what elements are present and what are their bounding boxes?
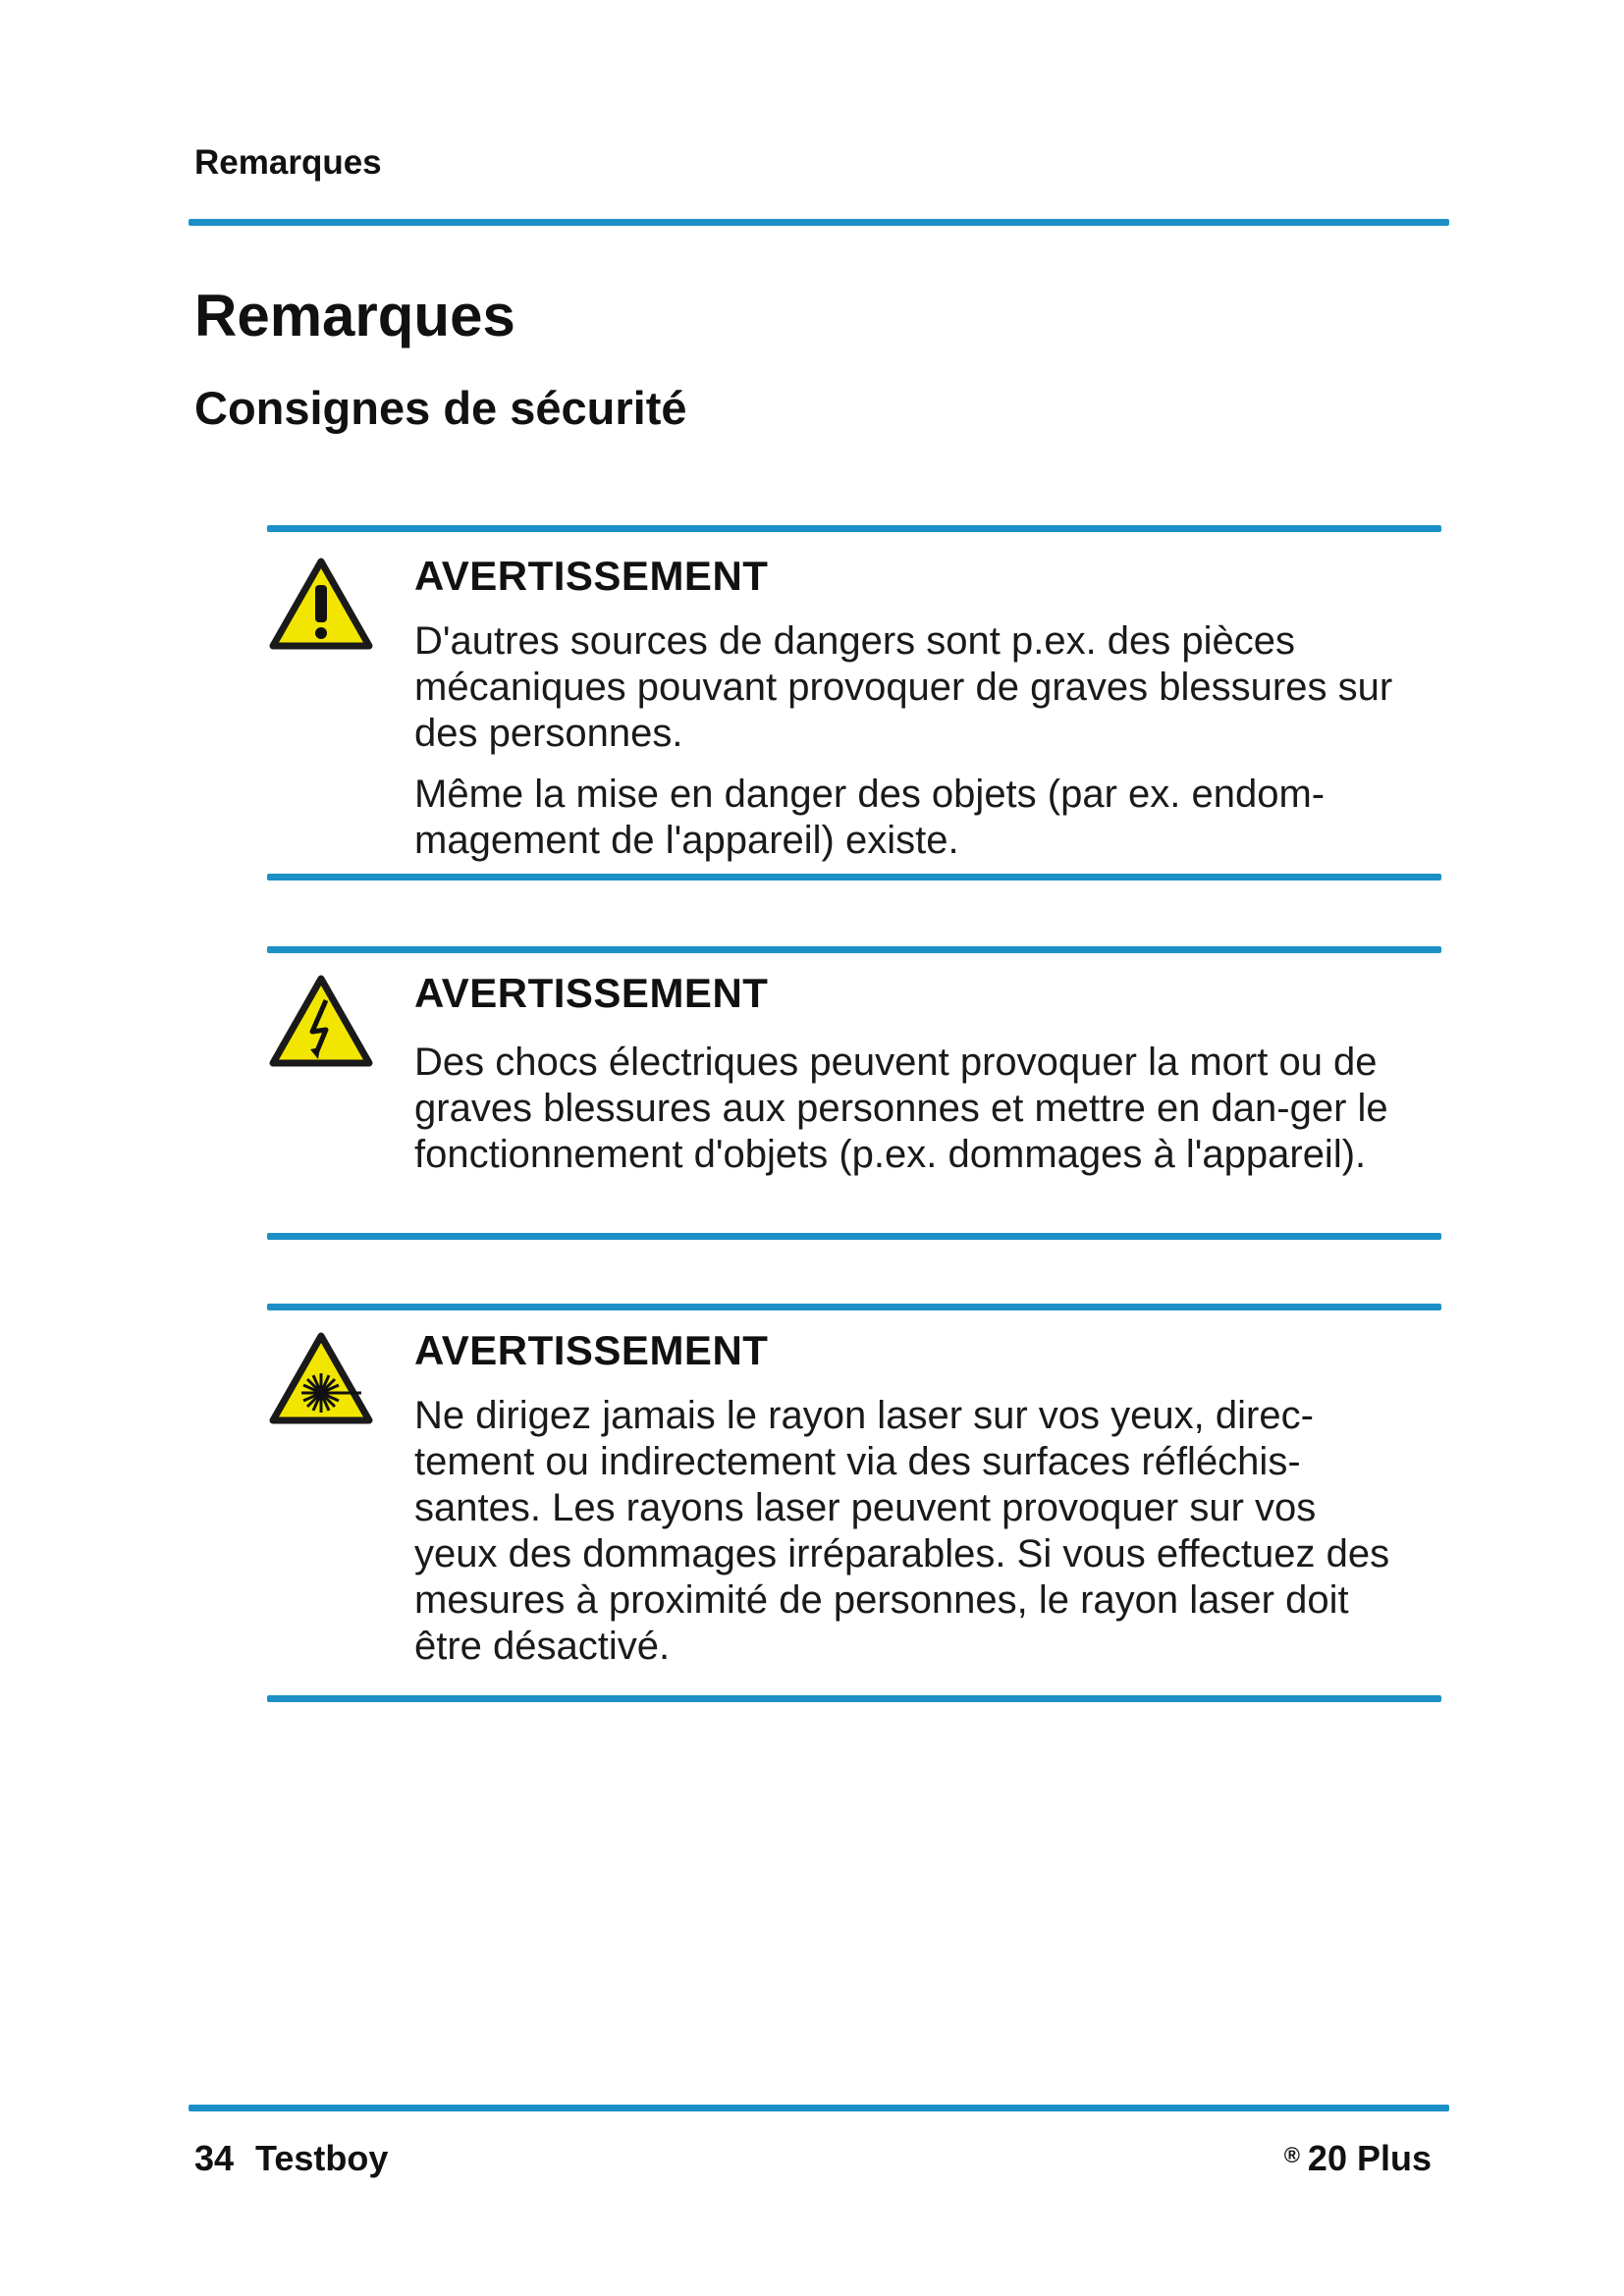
warning-heading: AVERTISSEMENT: [414, 1327, 769, 1373]
warning-box-laser: [267, 1304, 1441, 1702]
model-name: 20 Plus: [1307, 2138, 1432, 2178]
laser-warning-icon: [269, 1332, 373, 1426]
section-title: Consignes de sécurité: [194, 382, 687, 434]
registered-mark: ®: [1283, 2143, 1300, 2167]
warning-bottom-rule: [267, 1233, 1441, 1240]
warning-text: Des chocs électriques peuvent provoquer la mort ou de graves blessures aux personnes et mettre en dan-ger le fonctionnement d'objets (p.ex. dommages à l'appareil).: [414, 1041, 1388, 1176]
page-title: Remarques: [194, 283, 515, 348]
electric-shock-warning-icon: [269, 975, 373, 1069]
warning-bottom-rule: [267, 874, 1441, 881]
warning-heading: AVERTISSEMENT: [414, 553, 769, 599]
running-header: Remarques: [194, 143, 382, 182]
page-number: 34: [194, 2138, 235, 2178]
brand-name: Testboy: [255, 2138, 389, 2178]
warning-text: Ne dirigez jamais le rayon laser sur vos yeux, direc-tement ou indirectement via des surfaces réfléchis-santes. Les rayons laser peuvent provoquer sur vos yeux des dommages irréparables. Si vous effectuez des mesures à proximité de personnes, le rayon laser doit être désactivé.: [414, 1394, 1390, 1668]
warning-text: D'autres sources de dangers sont p.ex. des pièces mécaniques pouvant provoquer de graves blessures sur des personnes.: [414, 619, 1393, 755]
general-warning-icon: [269, 558, 373, 652]
warning-bottom-rule: [267, 1695, 1441, 1702]
warning-box-electric: [267, 946, 1441, 1240]
warning-text: Même la mise en danger des objets (par ex. endom-magement de l'appareil) existe.: [414, 773, 1326, 862]
footer-right: [1284, 2138, 1432, 2179]
warning-box-general: [267, 525, 1441, 881]
header-rule: [189, 219, 1449, 226]
warning-top-rule: [267, 1304, 1441, 1310]
warning-top-rule: [267, 525, 1441, 532]
footer-rule: [189, 2105, 1449, 2111]
warning-top-rule: [267, 946, 1441, 953]
footer-left: [194, 2138, 388, 2179]
warning-heading: AVERTISSEMENT: [414, 970, 769, 1016]
